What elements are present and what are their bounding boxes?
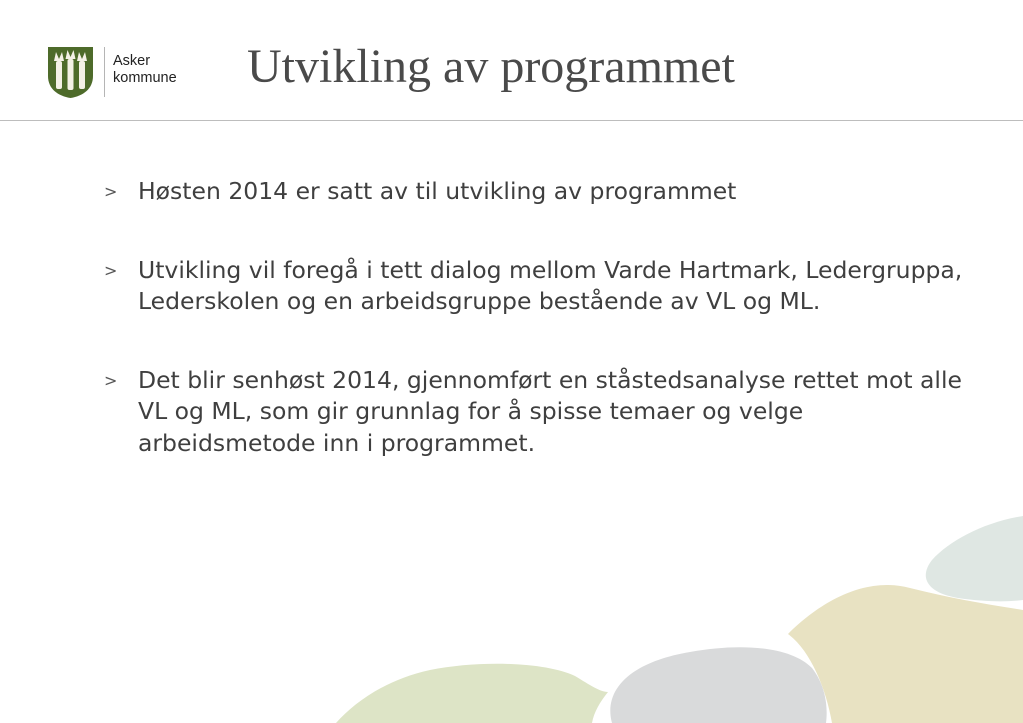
teal-leaf-shape xyxy=(926,516,1023,601)
yellow-leaf-shape xyxy=(788,585,1023,723)
green-leaf-shape xyxy=(336,664,608,723)
bullet-text: Det blir senhøst 2014, gjennomført en ståstedsanalyse rettet mot alle VL og ML, som gir grunnlag for å spisse temaer og velge arbeidsmetode inn i programmet. xyxy=(138,365,962,457)
header-divider xyxy=(0,120,1023,121)
bullet-list xyxy=(104,176,984,506)
bullet-marker: > xyxy=(104,260,118,280)
asker-crest-icon xyxy=(47,46,94,99)
grey-leaf-shape xyxy=(610,647,826,723)
logo-text xyxy=(113,53,203,87)
bullet-marker: > xyxy=(104,182,118,201)
slide-title: Utvikling av programmet xyxy=(247,40,735,93)
bullet-item-2 xyxy=(104,255,984,318)
bullet-item-1 xyxy=(104,176,984,208)
logo-divider xyxy=(104,47,105,97)
logo-line-1: Asker xyxy=(113,53,151,69)
bullet-text: Høsten 2014 er satt av til utvikling av programmet xyxy=(138,177,737,205)
logo xyxy=(47,46,177,99)
logo-line-2: kommune xyxy=(113,70,177,86)
bullet-text: Utvikling vil foregå i tett dialog mellom Varde Hartmark, Ledergruppa, Lederskolen og en arbeidsgruppe bestående av VL og ML. xyxy=(138,255,963,315)
bullet-marker: > xyxy=(104,370,118,390)
bullet-item-3 xyxy=(104,365,984,460)
